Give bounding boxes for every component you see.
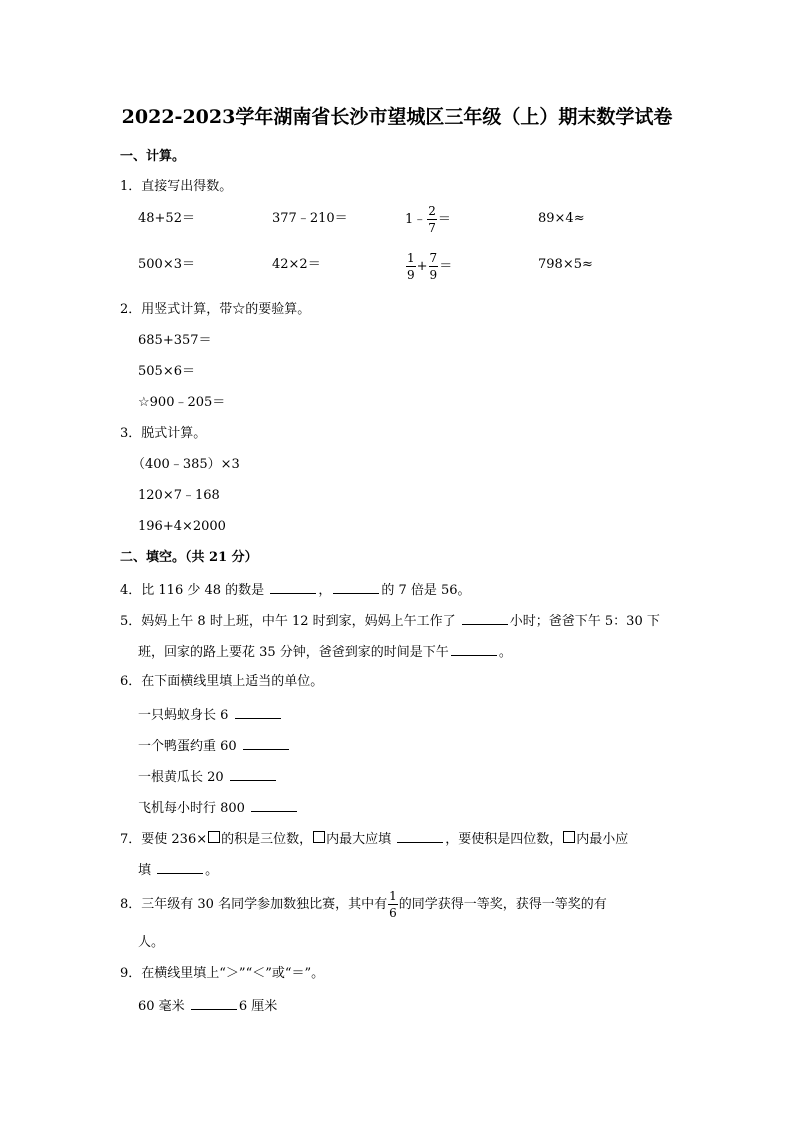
- calc-item: 377﹣210＝: [272, 211, 348, 226]
- question-number: 3．: [120, 426, 142, 441]
- section-heading-fill: 二、填空。（共 21 分）: [120, 550, 258, 565]
- question-number: 7．: [120, 832, 142, 847]
- question-1: [120, 180, 232, 193]
- fraction-numerator: 1: [389, 889, 397, 903]
- vertical-calc-item: 505×6＝: [138, 364, 195, 379]
- question-6: [120, 675, 323, 688]
- fraction-numerator: 7: [429, 251, 438, 265]
- question-2: [120, 303, 310, 316]
- vertical-calc-item: ☆900﹣205＝: [138, 395, 226, 410]
- vertical-calc-item: 685+357＝: [138, 333, 212, 348]
- calc-item: 500×3＝: [138, 257, 195, 272]
- fraction: [406, 252, 416, 281]
- answer-blank[interactable]: [157, 862, 203, 874]
- question-3: [120, 427, 206, 440]
- question-text: 在横线里填上“＞”“＜”或“＝”。: [141, 966, 325, 981]
- question-5: [120, 613, 660, 628]
- question-text: ，: [318, 583, 332, 598]
- calc-item-fraction: [405, 205, 451, 234]
- question-text: 在下面横线里填上适当的单位。: [141, 674, 324, 689]
- stepwise-calc-item: （400﹣385）×3: [132, 457, 240, 472]
- answer-blank[interactable]: [243, 738, 289, 750]
- answer-blank[interactable]: [230, 769, 276, 781]
- question-text: 直接写出得数。: [141, 179, 233, 194]
- answer-blank[interactable]: [191, 998, 237, 1010]
- item-text: 一只蚂蚁身长 6: [138, 708, 233, 723]
- answer-blank[interactable]: [333, 582, 379, 594]
- fraction-denominator: 9: [429, 268, 438, 282]
- question-text: 三年级有 30 名同学参加数独比赛，其中有: [141, 897, 388, 912]
- question-number: 2．: [120, 302, 142, 317]
- calc-suffix: ＝: [439, 259, 453, 274]
- question-text: 。: [205, 863, 219, 878]
- question-8-continued: 人。: [138, 935, 165, 950]
- calc-item: 48+52＝: [138, 211, 195, 226]
- question-5-continued: [138, 644, 512, 659]
- question-9: [120, 967, 324, 980]
- question-text: 的同学获得一等奖，获得一等奖的有: [398, 897, 607, 912]
- unit-fill-item: [138, 769, 278, 784]
- answer-blank[interactable]: [451, 644, 497, 656]
- answer-blank[interactable]: [397, 831, 443, 843]
- fraction-numerator: 1: [407, 251, 415, 265]
- item-text: 飞机每小时行 800: [138, 801, 250, 816]
- question-text: ，要使积是四位数，: [445, 832, 563, 847]
- stepwise-calc-item: 196+4×2000: [138, 519, 226, 534]
- question-text: 脱式计算。: [141, 426, 207, 441]
- fraction-denominator: 6: [389, 906, 397, 920]
- unit-fill-item: [138, 738, 291, 753]
- calc-item: 89×4≈: [538, 211, 585, 226]
- question-7-continued: [138, 862, 218, 877]
- question-text: 用竖式计算，带☆的要验算。: [141, 302, 311, 317]
- question-number: 9．: [120, 966, 142, 981]
- question-number: 8．: [120, 897, 142, 912]
- question-8: [120, 890, 607, 919]
- question-text: 比 116 少 48 的数是: [141, 583, 269, 598]
- item-text: 6 厘米: [238, 999, 278, 1014]
- question-text: 小时；爸爸下午 5：30 下: [509, 614, 660, 629]
- question-text: 的 7 倍是 56。: [381, 583, 471, 598]
- square-box-icon: [563, 831, 575, 843]
- question-number: 5．: [120, 614, 142, 629]
- fraction-denominator: 7: [428, 221, 436, 235]
- calc-suffix: ＝: [437, 212, 451, 227]
- question-4: [120, 582, 471, 597]
- question-text: 班，回家的路上要花 35 分钟，爸爸到家的时间是下午: [138, 645, 449, 660]
- stepwise-calc-item: 120×7﹣168: [138, 488, 220, 503]
- question-text: 内最大应填: [326, 832, 396, 847]
- question-text: 。: [498, 645, 512, 660]
- answer-blank[interactable]: [235, 707, 281, 719]
- fraction: [427, 205, 437, 234]
- square-box-icon: [208, 831, 220, 843]
- unit-fill-item: [138, 707, 283, 722]
- unit-fill-item: [138, 800, 299, 815]
- fraction: [388, 890, 398, 919]
- question-text: 填: [138, 863, 156, 878]
- calc-item-fraction: [405, 252, 452, 281]
- item-text: 60 毫米: [138, 999, 189, 1014]
- fraction-numerator: 2: [428, 204, 436, 218]
- item-text: 一个鸭蛋约重 60: [138, 739, 241, 754]
- question-number: 6．: [120, 674, 142, 689]
- question-text: 的积是三位数，: [221, 832, 313, 847]
- question-text: 妈妈上午 8 时上班，中午 12 时到家，妈妈上午工作了: [141, 614, 460, 629]
- answer-blank[interactable]: [462, 613, 508, 625]
- section-heading-calc: 一、计算。: [120, 149, 186, 164]
- calc-prefix: 1﹣: [405, 212, 427, 227]
- question-7: [120, 831, 628, 846]
- square-box-icon: [313, 831, 325, 843]
- calc-operator: +: [416, 259, 428, 274]
- item-text: 一根黄瓜长 20: [138, 770, 228, 785]
- calc-item: 798×5≈: [538, 257, 593, 272]
- question-number: 1．: [120, 179, 142, 194]
- fraction: [429, 252, 439, 281]
- fraction-denominator: 9: [407, 268, 415, 282]
- answer-blank[interactable]: [270, 582, 316, 594]
- answer-blank[interactable]: [251, 800, 297, 812]
- question-text: 要使 236×: [141, 832, 208, 847]
- page-title: 2022-2023学年湖南省长沙市望城区三年级（上）期末数学试卷: [121, 106, 673, 128]
- compare-item: [138, 998, 277, 1013]
- question-number: 4．: [120, 583, 142, 598]
- question-text: 内最小应: [576, 832, 629, 847]
- calc-item: 42×2＝: [272, 257, 321, 272]
